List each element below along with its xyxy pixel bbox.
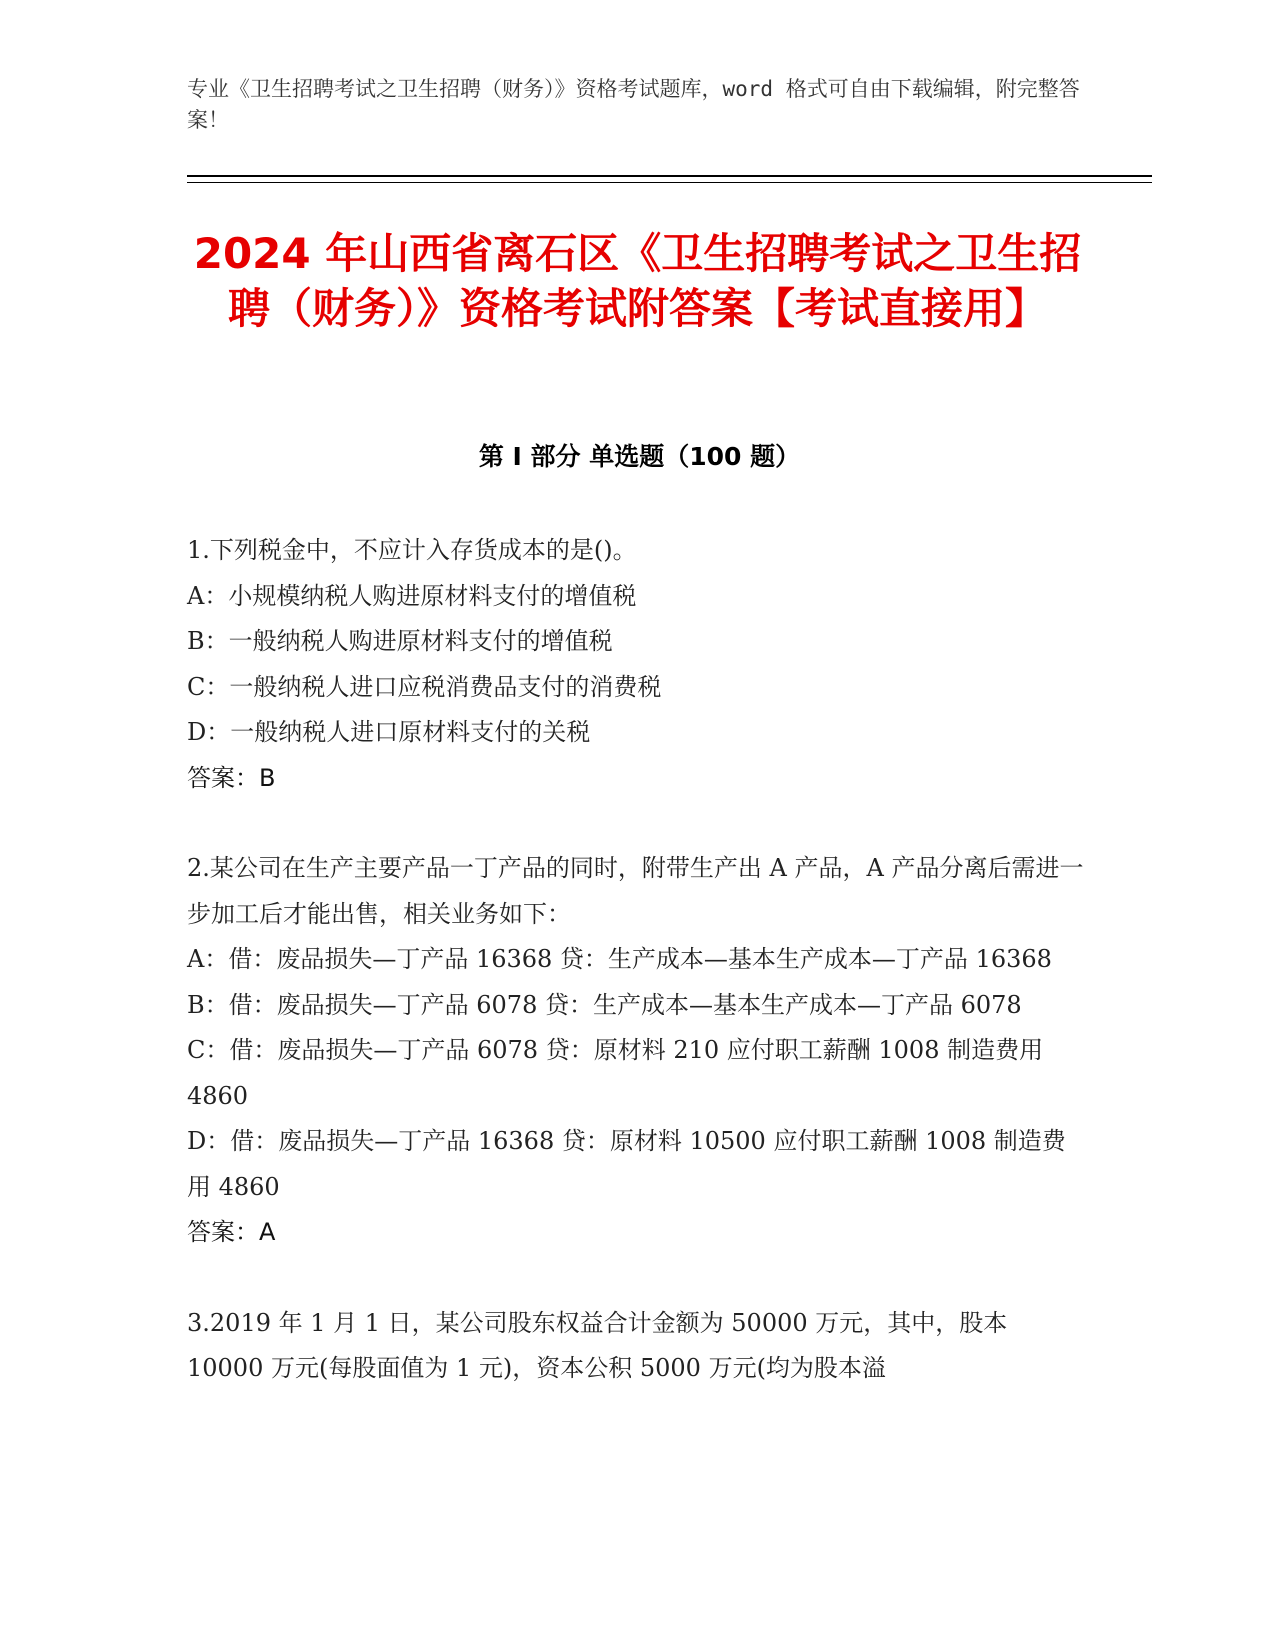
option-d: D：一般纳税人进口原材料支付的关税 xyxy=(187,718,591,746)
answer: 答案：A xyxy=(187,1218,276,1246)
option-b: B：一般纳税人购进原材料支付的增值税 xyxy=(187,627,613,655)
option-c: C：一般纳税人进口应税消费品支付的消费税 xyxy=(187,672,662,701)
header-divider-thick xyxy=(187,175,1152,177)
question-stem: 3.2019 年 1 月 1 日，某公司股东权益合计金额为 50000 万元，其中，股本 10000 万元(每股面值为 1 元)，资本公积 5000 万元(均为股本溢 xyxy=(187,1308,1008,1382)
question-item xyxy=(187,846,1087,1256)
question-stem: 2.某公司在生产主要产品一丁产品的同时，附带生产出 A 产品，A 产品分离后需进一步加工后才能出售，相关业务如下： xyxy=(187,854,1084,928)
header-divider-thin xyxy=(187,182,1152,183)
document-title: 2024 年山西省离石区《卫生招聘考试之卫生招聘（财务）》资格考试附答案【考试直接用】 xyxy=(193,229,1082,333)
question-list xyxy=(187,528,1087,1437)
option-a: A：借：废品损失—丁产品 16368 贷：生产成本—基本生产成本—丁产品 16368 xyxy=(187,945,1052,973)
option-b: B：借：废品损失—丁产品 6078 贷：生产成本—基本生产成本—丁产品 6078 xyxy=(187,990,1022,1019)
answer: 答案：B xyxy=(187,763,276,792)
question-item xyxy=(187,1301,1087,1392)
option-d: D：借：废品损失—丁产品 16368 贷：原材料 10500 应付职工薪酬 1008 制造费用 4860 xyxy=(187,1127,1066,1201)
option-c: C：借：废品损失—丁产品 6078 贷：原材料 210 应付职工薪酬 1008 制造费用 4860 xyxy=(187,1036,1044,1110)
option-a: A：小规模纳税人购进原材料支付的增值税 xyxy=(187,581,637,610)
header-note: 专业《卫生招聘考试之卫生招聘（财务）》资格考试题库，word 格式可自由下载编辑，附完整答案！ xyxy=(187,77,1080,132)
question-stem: 1.下列税金中，不应计入存货成本的是()。 xyxy=(187,536,637,564)
section-title: 第 I 部分 单选题（100 题） xyxy=(478,442,801,471)
question-item xyxy=(187,528,1087,801)
